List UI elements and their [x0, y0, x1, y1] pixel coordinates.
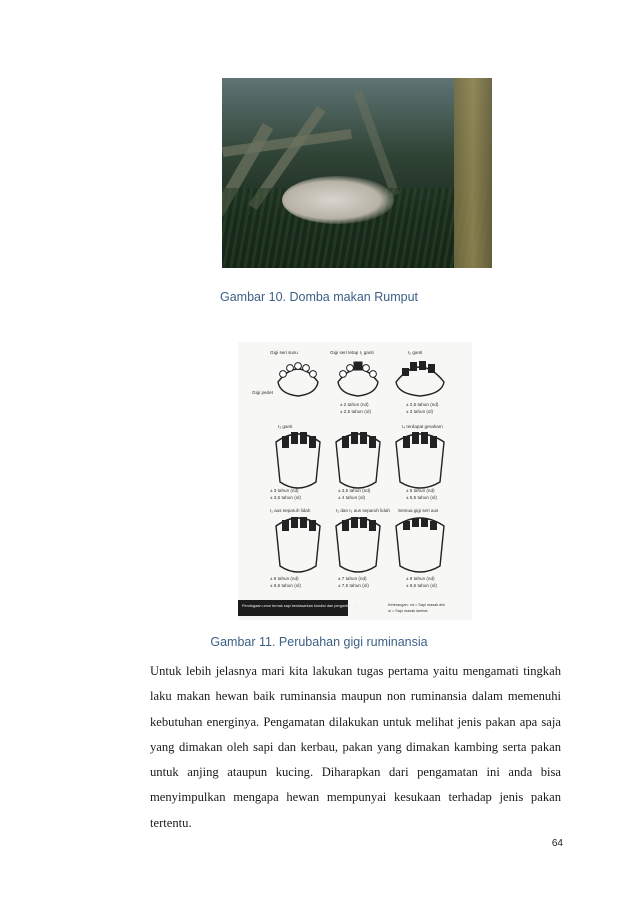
page-number: 64 [551, 838, 563, 849]
figure-11-caption: Gambar 11. Perubahan gigi ruminansia [210, 635, 428, 649]
teeth-age: ± 3 tahun (ol) [406, 409, 434, 414]
teeth-age: ± 6,5 tahun (ol) [270, 583, 301, 588]
sheep-figure [282, 176, 394, 224]
teeth-stage-9 [396, 508, 444, 588]
teeth-stage-5 [336, 432, 380, 500]
teeth-label: I₂ ganti [408, 350, 423, 355]
teeth-age: ± 3 tahun (nd) [270, 488, 299, 493]
teeth-age: ± 2,5 tahun (ol) [340, 409, 371, 414]
teeth-age: ± 8,5 tahun (ol) [406, 583, 437, 588]
teeth-age: ± 5,5 tahun (ol) [406, 495, 437, 500]
teeth-age: ± 4 tahun (ol) [338, 495, 366, 500]
teeth-stage-7 [270, 508, 320, 588]
teeth-label: Gigi seri susu [270, 350, 298, 355]
teeth-age: ± 5 tahun (nd) [406, 488, 435, 493]
teeth-label: I₄ terdapat geraham [402, 424, 443, 429]
teeth-stage-2 [330, 350, 378, 414]
teeth-stage-4 [270, 424, 320, 500]
teeth-stage-8 [336, 508, 390, 588]
teeth-label: I₁ aus separuh lidah [270, 508, 311, 513]
teeth-label: I₂ dan I₃ aus separuh lidah [336, 508, 390, 513]
teeth-age: ± 6 tahun (nd) [270, 576, 299, 581]
teeth-label: Semua gigi seri aus [398, 508, 439, 513]
teeth-stage-1 [252, 350, 318, 396]
sheep-eating-grass-photo [222, 78, 492, 268]
teeth-age: ± 2,5 tahun (nd) [406, 402, 439, 407]
teeth-label: Gigi seri tetap I₁ ganti [330, 350, 374, 355]
figure-10-caption: Gambar 10. Domba makan Rumput [219, 290, 418, 304]
body-paragraph: Untuk lebih jelasnya mari kita lakukan tugas pertama yaitu mengamati tingkah laku makan hewan baik ruminansia maupun non ruminansia dalam memenuhi kebutuhan energinya. Pengamatan dilakukan untuk melihat jenis pakan apa saja yang dimakan oleh sapi dan kerbau, pakan yang dimakan kambing serta pakan untuk anjing ataupun kucing. Diharapkan dari pengamatan ini anda bisa menyimpulkan mengapa hewan mempunyai kesukaan terhadap jenis pakan tertentu. [150, 664, 561, 830]
teeth-footer-band [238, 600, 348, 616]
teeth-age: ± 3,5 tahun (ol) [270, 495, 301, 500]
teeth-footer-note: Keterangan: nd = Sapi masak dini [388, 603, 446, 607]
teeth-age: ± 7,5 tahun (ol) [338, 583, 369, 588]
teeth-age: ± 2 tahun (nd) [340, 402, 369, 407]
teeth-stage-6 [396, 424, 444, 500]
ruminant-teeth-diagram [238, 342, 472, 620]
teeth-footer-note: ol = Sapi masak lambat [388, 609, 428, 613]
teeth-label: Gigi pedet [252, 390, 273, 395]
teeth-label: I₃ ganti [278, 424, 293, 429]
teeth-age: ± 8 tahun (nd) [406, 576, 435, 581]
teeth-age: ± 3,5 tahun (nd) [338, 488, 371, 493]
teeth-stage-3 [396, 350, 444, 414]
teeth-age: ± 7 tahun (nd) [338, 576, 367, 581]
teeth-footer-text: Pendugaan umur ternak sapi berdasarkan kondisi dan pergantian gigi [242, 604, 360, 608]
